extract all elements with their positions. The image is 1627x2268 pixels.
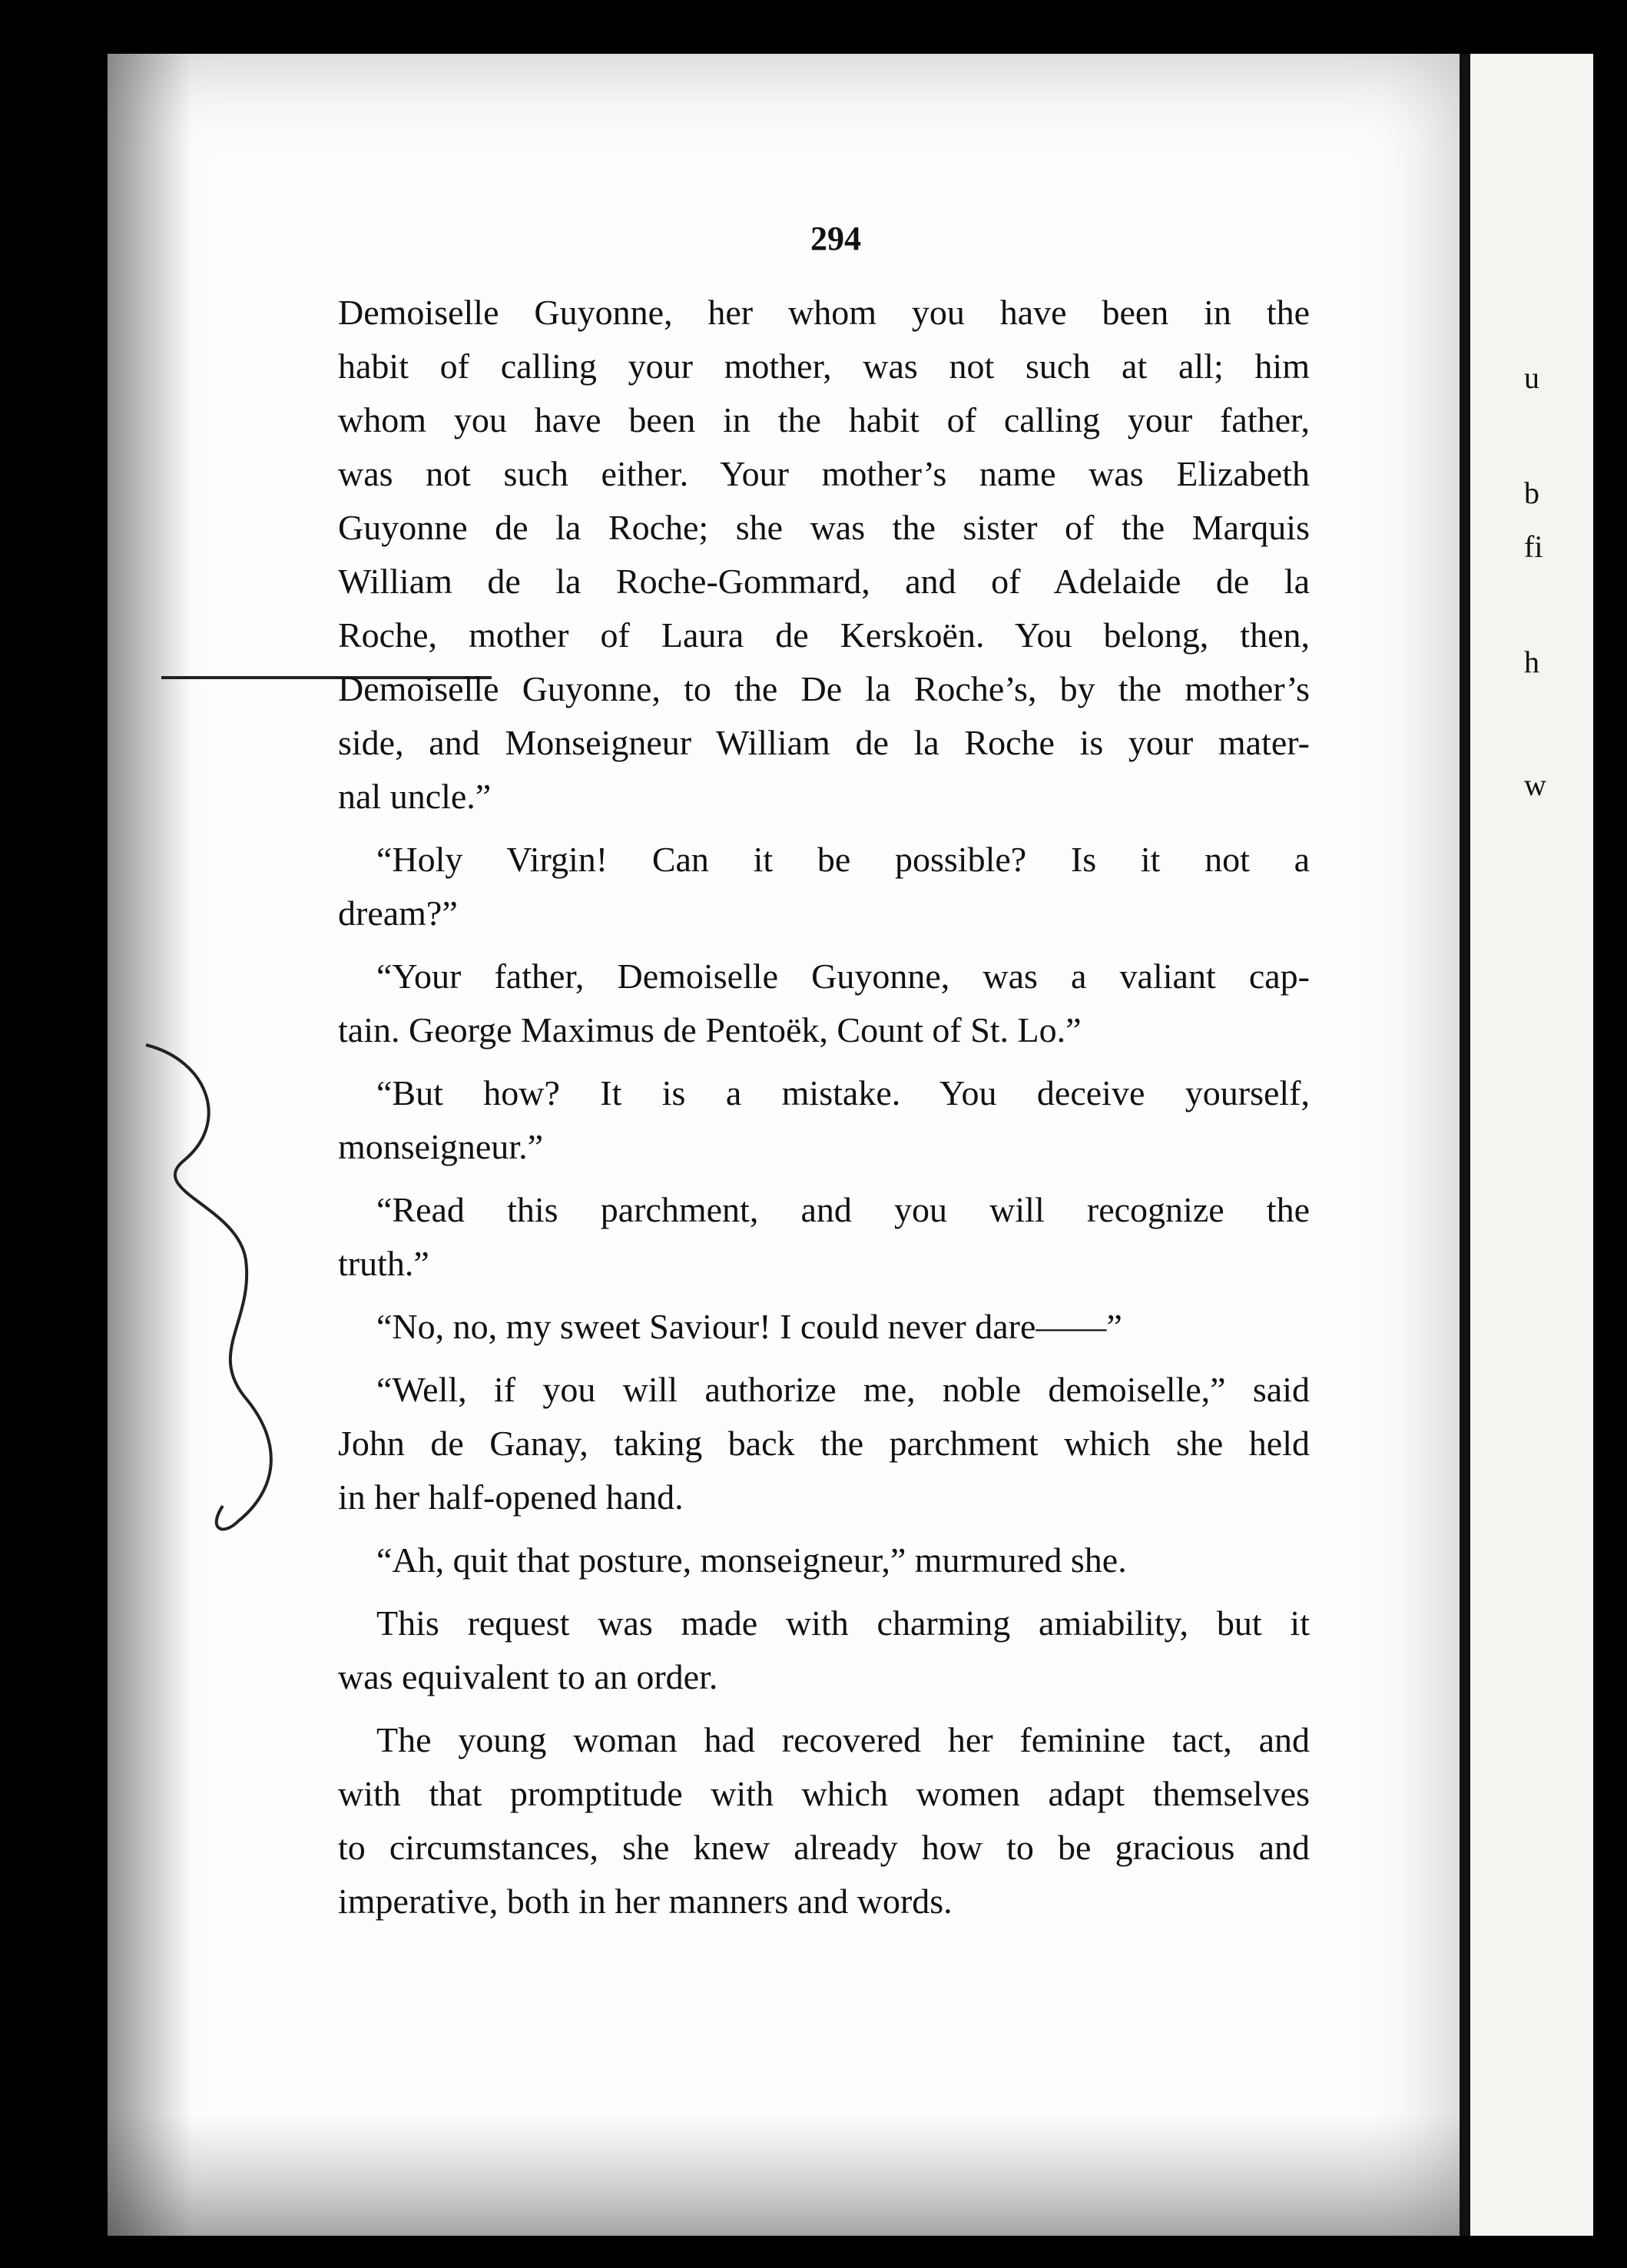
paragraph	[338, 1363, 1310, 1524]
text-line: truth.”	[338, 1244, 429, 1283]
text-line: with that promptitude with which women adapt themselves	[338, 1774, 1310, 1813]
paragraph	[338, 1597, 1310, 1704]
text-line: Demoiselle Guyonne, to the De la Roche’s, by the mother’s	[338, 669, 1310, 708]
text-line: Roche, mother of Laura de Kerskoën. You belong, then,	[338, 615, 1310, 655]
adjacent-page-fragment: fi	[1524, 529, 1543, 564]
adjacent-page-fragment: h	[1524, 645, 1539, 679]
text-line: This request was made with charming amiability, but it	[376, 1603, 1310, 1643]
text-line: “Read this parchment, and you will recognize the	[376, 1190, 1310, 1229]
text-line: William de la Roche-Gommard, and of Adelaide de la	[338, 562, 1310, 601]
text-line: was equivalent to an order.	[338, 1657, 718, 1696]
text-line: “Well, if you will authorize me, noble demoiselle,” said	[376, 1370, 1310, 1409]
paragraph	[338, 1534, 1310, 1587]
text-line: Demoiselle Guyonne, her whom you have been in the	[338, 293, 1310, 332]
paragraph	[338, 833, 1310, 940]
paragraph	[338, 1713, 1310, 1928]
adjacent-page-fragment: w	[1524, 768, 1546, 802]
paragraph	[338, 286, 1310, 824]
text-line: “Holy Virgin! Can it be possible? Is it not a	[376, 840, 1310, 879]
text-line: dream?”	[338, 894, 458, 933]
text-line: “Ah, quit that posture, monseigneur,” murmured she.	[376, 1540, 1127, 1580]
text-line: to circumstances, she knew already how to be gracious and	[338, 1828, 1310, 1867]
text-line: John de Ganay, taking back the parchment which she held	[338, 1424, 1310, 1463]
paragraph	[338, 1300, 1310, 1354]
text-line: imperative, both in her manners and words.	[338, 1882, 953, 1921]
paragraph	[338, 1183, 1310, 1291]
paragraph	[338, 950, 1310, 1057]
text-line: tain. George Maximus de Pentoëk, Count of St. Lo.”	[338, 1010, 1082, 1049]
text-line: “No, no, my sweet Saviour! I could never dare——”	[376, 1307, 1122, 1346]
adjacent-page-fragment: u	[1524, 360, 1539, 395]
text-line: in her half-opened hand.	[338, 1477, 684, 1517]
text-line: Guyonne de la Roche; she was the sister of the Marquis	[338, 508, 1310, 547]
text-line: “But how? It is a mistake. You deceive yourself,	[376, 1073, 1310, 1112]
adjacent-page-fragment: b	[1524, 476, 1539, 510]
margin-scribble-mark	[115, 1030, 315, 1552]
text-line: was not such either. Your mother’s name was Elizabeth	[338, 454, 1310, 493]
adjacent-page-edge	[1470, 54, 1593, 2236]
text-line: side, and Monseigneur William de la Roche is your mater-	[338, 723, 1310, 762]
text-line: monseigneur.”	[338, 1127, 543, 1166]
text-line: whom you have been in the habit of calling your father,	[338, 400, 1310, 439]
text-line: The young woman had recovered her feminine tact, and	[376, 1720, 1310, 1759]
text-line: “Your father, Demoiselle Guyonne, was a valiant cap-	[376, 957, 1310, 996]
paragraph	[338, 1066, 1310, 1174]
body-text	[338, 286, 1310, 1938]
text-line: habit of calling your mother, was not such at all; him	[338, 346, 1310, 386]
page-number: 294	[810, 220, 861, 257]
text-line: nal uncle.”	[338, 777, 492, 816]
page-gutter	[1460, 54, 1470, 2236]
